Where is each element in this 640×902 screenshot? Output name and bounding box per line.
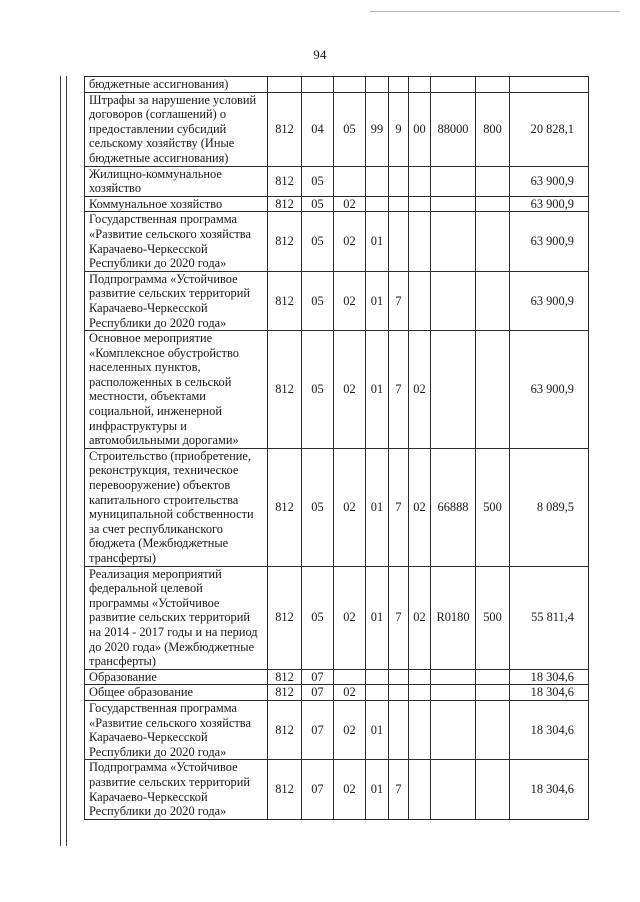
- cell-expense-type: [476, 685, 510, 701]
- cell-amount: 8 089,5: [510, 448, 589, 566]
- cell-direction: [431, 271, 476, 330]
- cell-expense-type: [476, 196, 510, 212]
- cell-ved: 812: [268, 448, 302, 566]
- cell-expense-type: 800: [476, 92, 510, 166]
- cell-section: 07: [302, 760, 334, 819]
- cell-subprogram: [389, 685, 409, 701]
- cell-ved: 812: [268, 685, 302, 701]
- cell-subsection: 02: [334, 448, 366, 566]
- page-left-border-inner: [66, 76, 67, 846]
- cell-main-event: [409, 271, 431, 330]
- cell-direction: [431, 77, 476, 93]
- cell-subsection: 02: [334, 196, 366, 212]
- cell-name: Подпрограмма «Устойчивое развитие сельских территорий Карачаево-Черкесской Республики до 2020 года»: [85, 271, 268, 330]
- page-number: 94: [313, 47, 327, 62]
- cell-main-event: [409, 669, 431, 685]
- cell-program: 01: [366, 566, 389, 669]
- table-row: [85, 685, 589, 701]
- cell-name: Строительство (приобретение, реконструкция, техническое перевооружение) объектов капитального строительства муниципальной собственности за счет республиканского бюджета (Межбюджетные трансферты): [85, 448, 268, 566]
- cell-main-event: 02: [409, 566, 431, 669]
- table-row: [85, 448, 589, 566]
- cell-name: Подпрограмма «Устойчивое развитие сельских территорий Карачаево-Черкесской Республики до 2020 года»: [85, 760, 268, 819]
- cell-section: 05: [302, 212, 334, 271]
- cell-program: [366, 685, 389, 701]
- cell-section: 04: [302, 92, 334, 166]
- cell-subsection: 02: [334, 700, 366, 759]
- cell-section: 05: [302, 196, 334, 212]
- cell-amount: 55 811,4: [510, 566, 589, 669]
- cell-name: Образование: [85, 669, 268, 685]
- cell-name: Общее образование: [85, 685, 268, 701]
- table-row: [85, 700, 589, 759]
- cell-direction: 66888: [431, 448, 476, 566]
- table-row: [85, 760, 589, 819]
- cell-main-event: [409, 196, 431, 212]
- table-row: [85, 566, 589, 669]
- cell-program: 01: [366, 760, 389, 819]
- cell-program: 99: [366, 92, 389, 166]
- cell-direction: [431, 212, 476, 271]
- cell-amount: 18 304,6: [510, 685, 589, 701]
- cell-section: 07: [302, 685, 334, 701]
- cell-expense-type: [476, 77, 510, 93]
- cell-expense-type: [476, 700, 510, 759]
- cell-amount: 63 900,9: [510, 196, 589, 212]
- cell-name: Жилищно-коммунальное хозяйство: [85, 166, 268, 196]
- cell-ved: 812: [268, 669, 302, 685]
- cell-expense-type: [476, 331, 510, 449]
- cell-amount: 18 304,6: [510, 700, 589, 759]
- cell-section: 05: [302, 331, 334, 449]
- table-row: [85, 77, 589, 93]
- scan-artifact-line: [370, 11, 620, 12]
- cell-subprogram: [389, 77, 409, 93]
- cell-program: 01: [366, 271, 389, 330]
- cell-name: Основное мероприятие «Комплексное обустройство населенных пунктов, расположенных в сельской местности, объектами социальной, инженерной инфраструктуры и автомобильными дорогами»: [85, 331, 268, 449]
- cell-direction: [431, 196, 476, 212]
- cell-ved: 812: [268, 566, 302, 669]
- budget-table: [84, 76, 589, 820]
- cell-main-event: [409, 166, 431, 196]
- cell-subsection: [334, 669, 366, 685]
- cell-subprogram: [389, 212, 409, 271]
- cell-subsection: 02: [334, 271, 366, 330]
- cell-ved: 812: [268, 331, 302, 449]
- cell-main-event: 00: [409, 92, 431, 166]
- cell-subprogram: 7: [389, 566, 409, 669]
- cell-subsection: 02: [334, 760, 366, 819]
- cell-ved: 812: [268, 700, 302, 759]
- cell-section: 05: [302, 448, 334, 566]
- table-row: [85, 212, 589, 271]
- cell-ved: 812: [268, 760, 302, 819]
- table-row: [85, 331, 589, 449]
- cell-program: [366, 77, 389, 93]
- cell-expense-type: 500: [476, 566, 510, 669]
- cell-section: [302, 77, 334, 93]
- cell-main-event: 02: [409, 448, 431, 566]
- cell-subprogram: 9: [389, 92, 409, 166]
- cell-subsection: [334, 77, 366, 93]
- cell-main-event: [409, 685, 431, 701]
- page-left-border: [60, 76, 61, 846]
- cell-expense-type: [476, 212, 510, 271]
- cell-ved: [268, 77, 302, 93]
- cell-name: Штрафы за нарушение условий договоров (соглашений) о предоставлении субсидий сельскому хозяйству (Иные бюджетные ассигнования): [85, 92, 268, 166]
- cell-direction: [431, 685, 476, 701]
- cell-subprogram: 7: [389, 331, 409, 449]
- cell-name: Государственная программа «Развитие сельского хозяйства Карачаево-Черкесской Республики до 2020 года»: [85, 212, 268, 271]
- cell-section: 05: [302, 271, 334, 330]
- cell-subprogram: 7: [389, 760, 409, 819]
- cell-subprogram: [389, 669, 409, 685]
- cell-direction: [431, 760, 476, 819]
- cell-direction: R0180: [431, 566, 476, 669]
- cell-amount: 63 900,9: [510, 271, 589, 330]
- cell-direction: 88000: [431, 92, 476, 166]
- cell-expense-type: 500: [476, 448, 510, 566]
- cell-amount: 63 900,9: [510, 212, 589, 271]
- cell-program: 01: [366, 331, 389, 449]
- cell-expense-type: [476, 669, 510, 685]
- cell-subsection: [334, 166, 366, 196]
- table-row: [85, 271, 589, 330]
- cell-subsection: 02: [334, 212, 366, 271]
- cell-expense-type: [476, 271, 510, 330]
- table-row: [85, 166, 589, 196]
- cell-direction: [431, 669, 476, 685]
- cell-direction: [431, 700, 476, 759]
- cell-subprogram: 7: [389, 271, 409, 330]
- table-row: [85, 92, 589, 166]
- cell-subprogram: [389, 166, 409, 196]
- cell-program: [366, 196, 389, 212]
- cell-subsection: 02: [334, 331, 366, 449]
- cell-amount: 20 828,1: [510, 92, 589, 166]
- cell-program: 01: [366, 700, 389, 759]
- cell-section: 05: [302, 566, 334, 669]
- table-row: [85, 196, 589, 212]
- cell-amount: [510, 77, 589, 93]
- cell-direction: [431, 331, 476, 449]
- cell-ved: 812: [268, 212, 302, 271]
- cell-ved: 812: [268, 196, 302, 212]
- cell-subsection: 05: [334, 92, 366, 166]
- cell-section: 07: [302, 700, 334, 759]
- cell-ved: 812: [268, 166, 302, 196]
- cell-ved: 812: [268, 271, 302, 330]
- cell-amount: 18 304,6: [510, 760, 589, 819]
- cell-main-event: [409, 77, 431, 93]
- cell-ved: 812: [268, 92, 302, 166]
- cell-amount: 63 900,9: [510, 331, 589, 449]
- cell-program: [366, 669, 389, 685]
- cell-name: Государственная программа «Развитие сельского хозяйства Карачаево-Черкесской Республики до 2020 года»: [85, 700, 268, 759]
- cell-main-event: [409, 760, 431, 819]
- cell-expense-type: [476, 760, 510, 819]
- cell-program: 01: [366, 448, 389, 566]
- cell-name: бюджетные ассигнования): [85, 77, 268, 93]
- cell-expense-type: [476, 166, 510, 196]
- cell-program: [366, 166, 389, 196]
- table-row: [85, 669, 589, 685]
- cell-main-event: [409, 700, 431, 759]
- cell-subprogram: [389, 700, 409, 759]
- cell-name: Коммунальное хозяйство: [85, 196, 268, 212]
- cell-section: 05: [302, 166, 334, 196]
- cell-direction: [431, 166, 476, 196]
- cell-amount: 18 304,6: [510, 669, 589, 685]
- cell-amount: 63 900,9: [510, 166, 589, 196]
- cell-section: 07: [302, 669, 334, 685]
- cell-subsection: 02: [334, 566, 366, 669]
- cell-subsection: 02: [334, 685, 366, 701]
- cell-subprogram: [389, 196, 409, 212]
- cell-name: Реализация мероприятий федеральной целевой программы «Устойчивое развитие сельских территорий на 2014 - 2017 годы и на период до 2020 года» (Межбюджетные трансферты): [85, 566, 268, 669]
- cell-main-event: [409, 212, 431, 271]
- cell-subprogram: 7: [389, 448, 409, 566]
- cell-main-event: 02: [409, 331, 431, 449]
- cell-program: 01: [366, 212, 389, 271]
